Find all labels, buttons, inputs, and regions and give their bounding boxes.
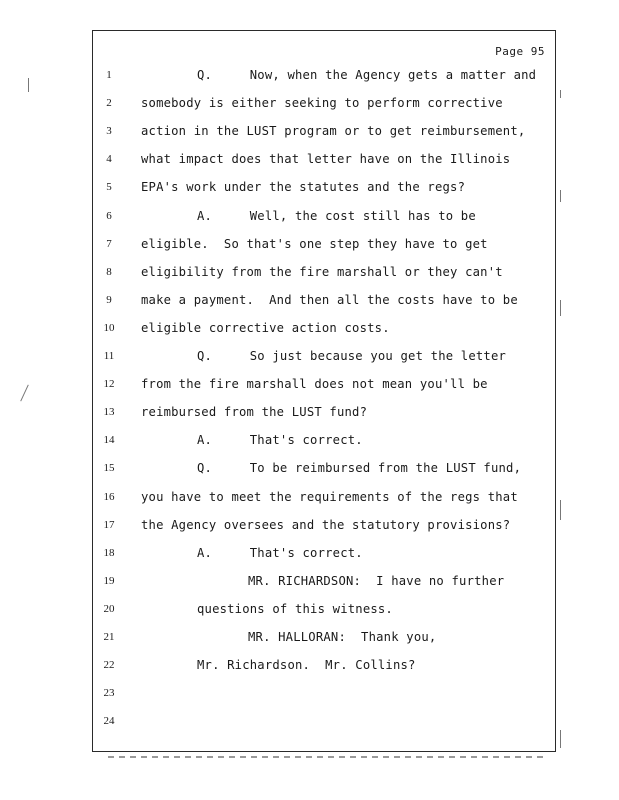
line-number: 18 — [103, 546, 115, 559]
line-number: 16 — [103, 490, 115, 503]
line-number: 7 — [106, 237, 112, 250]
line-number: 10 — [103, 321, 115, 334]
scan-artifact — [560, 300, 561, 316]
line-number: 4 — [106, 153, 112, 166]
line-number: 15 — [103, 462, 115, 475]
scan-artifact — [560, 730, 561, 748]
transcript-page — [92, 30, 556, 752]
transcript-line — [93, 234, 555, 254]
line-text: questions of this witness. — [197, 601, 393, 616]
line-text: EPA's work under the statutes and the regs? — [141, 180, 466, 195]
scan-artifact — [560, 500, 561, 520]
transcript-line — [93, 430, 555, 450]
transcript-line — [93, 458, 555, 478]
transcript-line — [93, 571, 555, 591]
transcript-line — [93, 93, 555, 113]
line-number: 24 — [103, 715, 115, 728]
line-text: you have to meet the requirements of the regs that — [141, 489, 518, 504]
line-text: from the fire marshall does not mean you'll be — [141, 377, 488, 392]
line-text: eligibility from the fire marshall or they can't — [141, 264, 503, 279]
line-number: 22 — [103, 659, 115, 672]
transcript-line — [93, 543, 555, 563]
scan-artifact — [20, 385, 29, 402]
line-text: action in the LUST program or to get reimbursement, — [141, 124, 526, 139]
transcript-line — [93, 627, 555, 647]
line-number: 13 — [103, 406, 115, 419]
line-text: MR. HALLORAN: Thank you, — [248, 630, 437, 644]
transcript-line — [93, 206, 555, 226]
footer-strip — [108, 756, 548, 758]
transcript-line — [93, 374, 555, 394]
transcript-line — [93, 121, 555, 141]
line-number: 6 — [106, 209, 112, 222]
transcript-line — [93, 149, 555, 169]
scan-artifact — [560, 90, 561, 98]
line-number: 14 — [103, 434, 115, 447]
line-number: 23 — [103, 687, 115, 700]
line-text: Q. To be reimbursed from the LUST fund, — [197, 461, 522, 476]
line-number: 2 — [106, 97, 112, 110]
line-number: 8 — [106, 265, 112, 278]
line-number: 21 — [103, 631, 115, 643]
line-text: A. That's correct. — [197, 433, 363, 448]
line-text: MR. RICHARDSON: I have no further — [248, 573, 505, 588]
line-number: 20 — [103, 602, 115, 615]
transcript-line — [93, 262, 555, 282]
transcript-line — [93, 402, 555, 422]
scan-artifact — [560, 190, 561, 202]
page-number: Page 95 — [495, 45, 545, 58]
line-text: Mr. Richardson. Mr. Collins? — [197, 658, 416, 673]
transcript-line — [93, 599, 555, 619]
transcript-line — [93, 177, 555, 197]
transcript-line — [93, 346, 555, 366]
transcript-line — [93, 290, 555, 310]
line-text: reimbursed from the LUST fund? — [141, 405, 368, 420]
line-text: the Agency oversees and the statutory provisions? — [141, 517, 511, 532]
line-text: A. That's correct. — [197, 545, 363, 560]
transcript-line — [93, 515, 555, 535]
line-text: somebody is either seeking to perform corrective — [141, 96, 503, 111]
transcript-line — [93, 65, 555, 85]
line-text: Q. Now, when the Agency gets a matter and — [197, 68, 537, 82]
line-number: 19 — [103, 574, 115, 587]
transcript-line — [93, 711, 555, 731]
line-text: Q. So just because you get the letter — [197, 349, 507, 363]
line-text: A. Well, the cost still has to be — [197, 208, 476, 223]
line-number: 12 — [103, 378, 115, 391]
line-number: 3 — [106, 125, 112, 138]
scan-artifact — [28, 78, 29, 92]
transcript-line — [93, 318, 555, 338]
line-number: 9 — [106, 293, 112, 306]
line-text: make a payment. And then all the costs have to be — [141, 292, 518, 307]
transcript-line — [93, 683, 555, 703]
line-number: 17 — [103, 518, 115, 531]
transcript-line — [93, 487, 555, 507]
line-number: 5 — [106, 181, 112, 194]
transcript-line — [93, 655, 555, 675]
line-text: what impact does that letter have on the Illinois — [141, 152, 511, 167]
line-text: eligible corrective action costs. — [141, 320, 390, 335]
line-number: 1 — [106, 69, 112, 81]
line-text: eligible. So that's one step they have to get — [141, 236, 488, 251]
line-number: 11 — [103, 350, 115, 362]
